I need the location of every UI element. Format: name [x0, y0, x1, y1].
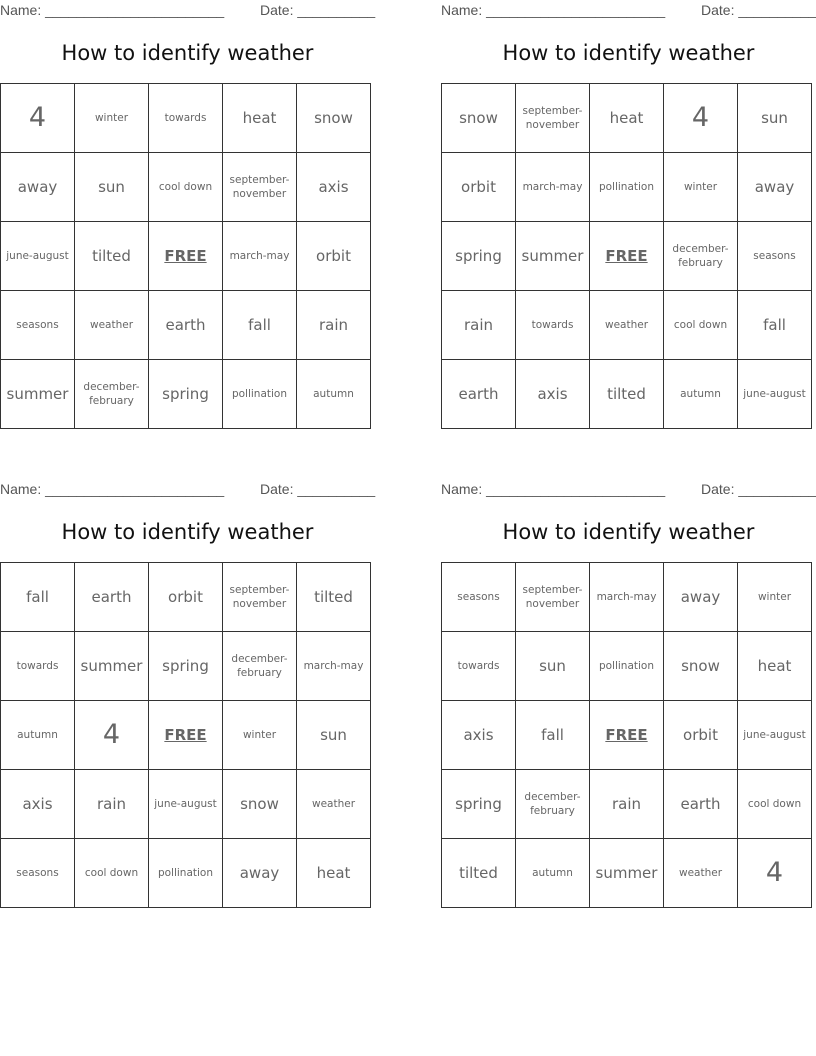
bingo-cell: pollination	[590, 632, 664, 701]
bingo-cell: snow	[297, 84, 371, 153]
bingo-cell: autumn	[664, 360, 738, 429]
bingo-cell: earth	[664, 770, 738, 839]
bingo-cell: autumn	[1, 701, 75, 770]
bingo-row	[442, 153, 812, 222]
bingo-cell: sun	[738, 84, 812, 153]
bingo-cell: tilted	[75, 222, 149, 291]
bingo-cell: axis	[297, 153, 371, 222]
card-title: How to identify weather	[61, 520, 314, 544]
card-header	[441, 2, 816, 20]
bingo-cell: heat	[738, 632, 812, 701]
free-space: FREE	[149, 222, 223, 291]
bingo-cell: december-february	[223, 632, 297, 701]
bingo-cell: spring	[442, 770, 516, 839]
bingo-cell: autumn	[516, 839, 590, 908]
bingo-cell: june-august	[738, 360, 812, 429]
bingo-cell: towards	[1, 632, 75, 701]
bingo-row	[442, 84, 812, 153]
bingo-cell: march-may	[516, 153, 590, 222]
bingo-row	[1, 291, 371, 360]
bingo-cell: earth	[149, 291, 223, 360]
bingo-grid	[441, 562, 812, 908]
bingo-cell: spring	[149, 360, 223, 429]
bingo-grid	[0, 562, 371, 908]
bingo-cell: away	[223, 839, 297, 908]
bingo-cell: fall	[223, 291, 297, 360]
bingo-row	[442, 770, 812, 839]
bingo-cell: tilted	[590, 360, 664, 429]
bingo-cell: 4	[738, 839, 812, 908]
bingo-cell: summer	[1, 360, 75, 429]
card-title: How to identify weather	[61, 41, 314, 65]
bingo-row	[1, 632, 371, 701]
bingo-cell: june-august	[1, 222, 75, 291]
bingo-cell: towards	[149, 84, 223, 153]
bingo-cell: winter	[75, 84, 149, 153]
bingo-cell: december-february	[516, 770, 590, 839]
bingo-cell: june-august	[738, 701, 812, 770]
bingo-cell: heat	[590, 84, 664, 153]
bingo-cell: seasons	[1, 291, 75, 360]
bingo-cell: 4	[1, 84, 75, 153]
bingo-cell: orbit	[297, 222, 371, 291]
name-label: Name: _______________________	[441, 2, 666, 18]
card-title: How to identify weather	[502, 520, 755, 544]
bingo-row	[442, 360, 812, 429]
bingo-cell: march-may	[297, 632, 371, 701]
bingo-cell: axis	[1, 770, 75, 839]
bingo-row	[442, 632, 812, 701]
bingo-row	[442, 291, 812, 360]
bingo-cell: towards	[442, 632, 516, 701]
name-label: Name: _______________________	[0, 2, 225, 18]
bingo-row	[442, 222, 812, 291]
bingo-cell: away	[664, 563, 738, 632]
bingo-cell: weather	[664, 839, 738, 908]
free-space: FREE	[590, 222, 664, 291]
bingo-row	[1, 701, 371, 770]
card-header	[441, 481, 816, 499]
bingo-cell: winter	[223, 701, 297, 770]
bingo-cell: fall	[1, 563, 75, 632]
bingo-row	[442, 701, 812, 770]
bingo-cell: december-february	[664, 222, 738, 291]
bingo-row	[1, 839, 371, 908]
bingo-cell: seasons	[1, 839, 75, 908]
bingo-cell: heat	[297, 839, 371, 908]
bingo-cell: cool down	[149, 153, 223, 222]
bingo-cell: weather	[297, 770, 371, 839]
name-label: Name: _______________________	[441, 481, 666, 497]
bingo-cell: summer	[590, 839, 664, 908]
bingo-cell: sun	[297, 701, 371, 770]
bingo-cell: march-may	[223, 222, 297, 291]
bingo-cell: pollination	[223, 360, 297, 429]
card-header	[0, 2, 375, 20]
bingo-row	[1, 222, 371, 291]
bingo-cell: winter	[664, 153, 738, 222]
bingo-cell: snow	[664, 632, 738, 701]
bingo-cell: cool down	[75, 839, 149, 908]
bingo-row	[1, 770, 371, 839]
bingo-cell: september-november	[223, 563, 297, 632]
name-label: Name: _______________________	[0, 481, 225, 497]
bingo-cell: snow	[223, 770, 297, 839]
bingo-grid	[0, 83, 371, 429]
bingo-cell: 4	[75, 701, 149, 770]
bingo-cell: towards	[516, 291, 590, 360]
bingo-cell: cool down	[738, 770, 812, 839]
bingo-row	[1, 360, 371, 429]
bingo-cell: tilted	[297, 563, 371, 632]
bingo-cell: september-november	[223, 153, 297, 222]
bingo-cell: snow	[442, 84, 516, 153]
bingo-cell: rain	[442, 291, 516, 360]
bingo-cell: axis	[442, 701, 516, 770]
bingo-cell: heat	[223, 84, 297, 153]
bingo-cell: june-august	[149, 770, 223, 839]
date-label: Date: __________	[701, 481, 816, 497]
bingo-cell: rain	[590, 770, 664, 839]
bingo-cell: cool down	[664, 291, 738, 360]
bingo-cell: summer	[75, 632, 149, 701]
bingo-cell: away	[738, 153, 812, 222]
bingo-cell: orbit	[149, 563, 223, 632]
bingo-cell: seasons	[738, 222, 812, 291]
bingo-cell: weather	[590, 291, 664, 360]
bingo-cell: axis	[516, 360, 590, 429]
bingo-row	[1, 153, 371, 222]
bingo-cell: 4	[664, 84, 738, 153]
bingo-cell: weather	[75, 291, 149, 360]
bingo-cell: march-may	[590, 563, 664, 632]
bingo-cell: september-november	[516, 563, 590, 632]
bingo-grid	[441, 83, 812, 429]
bingo-cell: winter	[738, 563, 812, 632]
card-title: How to identify weather	[502, 41, 755, 65]
free-space: FREE	[149, 701, 223, 770]
bingo-cell: orbit	[442, 153, 516, 222]
bingo-cell: december-february	[75, 360, 149, 429]
bingo-row	[442, 563, 812, 632]
card-header	[0, 481, 375, 499]
date-label: Date: __________	[260, 481, 376, 497]
bingo-cell: sun	[516, 632, 590, 701]
bingo-cell: orbit	[664, 701, 738, 770]
bingo-cell: pollination	[149, 839, 223, 908]
bingo-cell: seasons	[442, 563, 516, 632]
bingo-cell: fall	[738, 291, 812, 360]
bingo-cell: earth	[442, 360, 516, 429]
bingo-row	[1, 84, 371, 153]
bingo-cell: rain	[297, 291, 371, 360]
date-label: Date: __________	[701, 2, 816, 18]
bingo-cell: fall	[516, 701, 590, 770]
bingo-cell: sun	[75, 153, 149, 222]
bingo-cell: autumn	[297, 360, 371, 429]
bingo-cell: rain	[75, 770, 149, 839]
bingo-cell: tilted	[442, 839, 516, 908]
bingo-row	[442, 839, 812, 908]
bingo-row	[1, 563, 371, 632]
bingo-cell: spring	[149, 632, 223, 701]
bingo-cell: september-november	[516, 84, 590, 153]
bingo-cell: summer	[516, 222, 590, 291]
date-label: Date: __________	[260, 2, 376, 18]
bingo-cell: spring	[442, 222, 516, 291]
bingo-cell: earth	[75, 563, 149, 632]
free-space: FREE	[590, 701, 664, 770]
bingo-cell: pollination	[590, 153, 664, 222]
bingo-cell: away	[1, 153, 75, 222]
